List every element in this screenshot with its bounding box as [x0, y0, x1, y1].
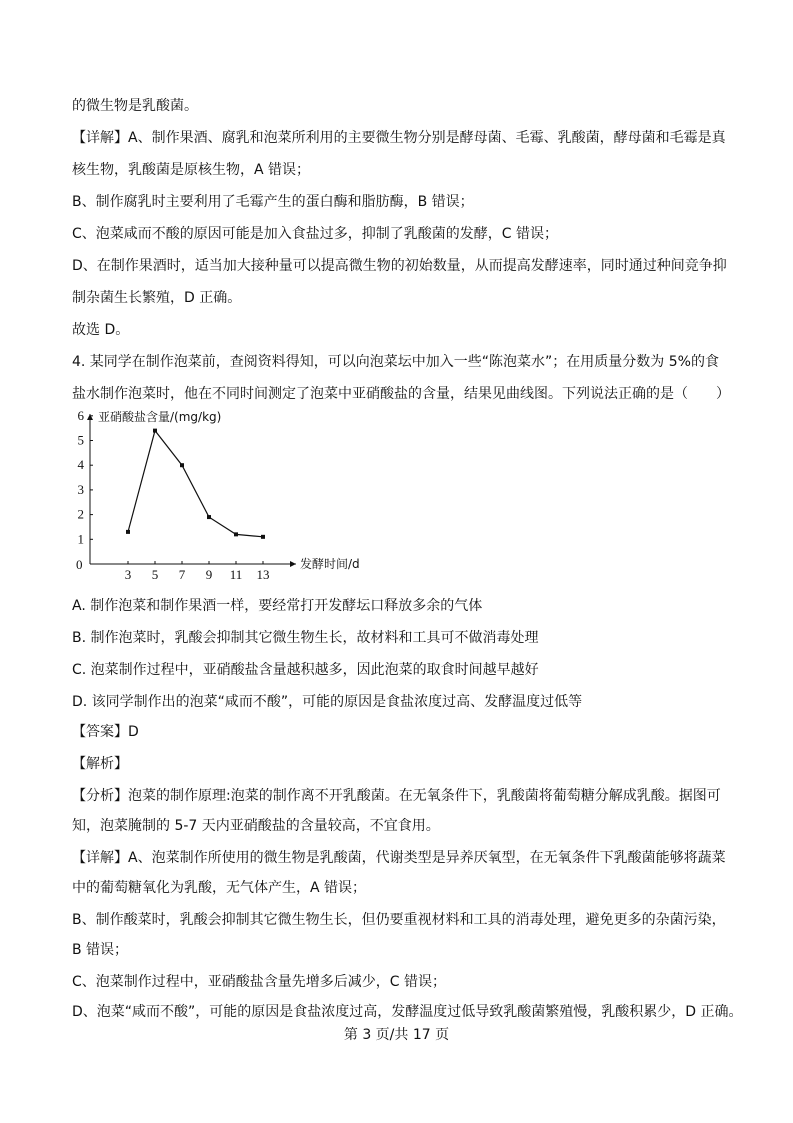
text-line: 制杂菌生长繁殖，D 正确。	[72, 290, 242, 306]
y-tick-label: 1	[77, 531, 84, 547]
option-b: B. 制作泡菜时，乳酸会抑制其它微生物生长，故材料和工具可不做消毒处理	[72, 630, 539, 646]
y-axis-label: 亚硝酸盐含量/(mg/kg)	[98, 410, 222, 424]
data-point	[126, 530, 130, 534]
y-tick-label: 2	[77, 506, 84, 522]
data-point	[261, 535, 265, 539]
text-line: 【详解】A、制作果酒、腐乳和泡菜所利用的主要微生物分别是酵母菌、毛霉、乳酸菌，酵母菌和毛霉是真	[72, 130, 726, 146]
data-point	[180, 463, 184, 467]
text-line: D、在制作果酒时，适当加大接种量可以提高微生物的初始数量，从而提高发酵速率，同时通过种间竞争抑	[72, 258, 727, 274]
chart-axes	[87, 414, 296, 567]
x-tick-label: 9	[205, 567, 213, 582]
option-d: D. 该同学制作出的泡菜“咸而不酸”，可能的原因是食盐浓度过高、发酵温度过低等	[72, 694, 583, 710]
x-axis-label: 发酵时间/d	[300, 557, 360, 571]
x-tick-label: 11	[229, 567, 243, 582]
option-a: A. 制作泡菜和制作果酒一样，要经常打开发酵坛口释放多余的气体	[72, 598, 483, 614]
analysis-line: D、泡菜“咸而不酸”，可能的原因是食盐浓度过高，发酵温度过低导致乳酸菌繁殖慢，乳酸积累少，D 正确。	[72, 1004, 743, 1020]
option-c: C. 泡菜制作过程中，亚硝酸盐含量越积越多，因此泡菜的取食时间越早越好	[72, 662, 539, 678]
x-axis-arrow	[290, 561, 296, 567]
question-stem: 4. 某同学在制作泡菜前，查阅资料得知，可以向泡菜坛中加入一些“陈泡菜水”；在用质量分数为 5%的食	[72, 354, 719, 370]
x-tick-label: 13	[256, 567, 270, 582]
analysis-line: 【详解】A、泡菜制作所使用的微生物是乳酸菌，代谢类型是异养厌氧型，在无氧条件下乳酸菌能够将蔬菜	[72, 850, 726, 866]
nitrite-line-chart	[68, 404, 368, 584]
page-footer: 第 3 页/共 17 页	[343, 1027, 450, 1043]
analysis-line: 知，泡菜腌制的 5-7 天内亚硝酸盐的含量较高，不宜食用。	[72, 818, 440, 834]
data-point	[153, 429, 157, 433]
analysis-heading: 【解析】	[72, 756, 128, 772]
text-line: 核生物，乳酸菌是原核生物，A 错误；	[72, 162, 311, 178]
y-tick-label: 4	[77, 457, 84, 473]
analysis-line: 中的葡萄糖氧化为乳酸，无气体产生，A 错误；	[72, 880, 367, 896]
y-axis-arrow	[87, 414, 93, 420]
y-tick-label: 3	[77, 481, 84, 497]
analysis-line: 【分析】泡菜的制作原理:泡菜的制作离不开乳酸菌。在无氧条件下，乳酸菌将葡萄糖分解成乳酸。据图可	[72, 788, 721, 804]
text-line: 故选 D。	[72, 322, 130, 338]
text-line: 的微生物是乳酸菌。	[72, 98, 198, 114]
text-line: C、泡菜咸而不酸的原因可能是加入食盐过多，抑制了乳酸菌的发酵，C 错误；	[72, 226, 558, 242]
analysis-line: C、泡菜制作过程中，亚硝酸盐含量先增多后减少，C 错误；	[72, 974, 446, 990]
origin-label: 0	[76, 557, 83, 572]
data-point	[234, 532, 238, 536]
chart-series	[126, 429, 265, 539]
data-point	[207, 515, 211, 519]
x-tick-label: 7	[178, 567, 186, 582]
x-tick-label: 5	[151, 567, 159, 582]
y-tick-label: 6	[77, 407, 84, 423]
analysis-line: B 错误；	[72, 942, 129, 958]
chart-ticks	[78, 408, 270, 582]
answer-line: 【答案】D	[72, 724, 139, 740]
question-stem: 盐水制作泡菜时，他在不同时间测定了泡菜中亚硝酸盐的含量，结果见曲线图。下列说法正确的是（ ）	[72, 386, 730, 402]
x-tick-label: 3	[124, 567, 132, 582]
text-line: B、制作腐乳时主要利用了毛霉产生的蛋白酶和脂肪酶，B 错误；	[72, 194, 474, 210]
analysis-line: B、制作酸菜时，乳酸会抑制其它微生物生长，但仍要重视材料和工具的消毒处理，避免更多的杂菌污染，	[72, 912, 726, 928]
series-line	[128, 431, 263, 537]
y-tick-label: 5	[77, 432, 84, 448]
